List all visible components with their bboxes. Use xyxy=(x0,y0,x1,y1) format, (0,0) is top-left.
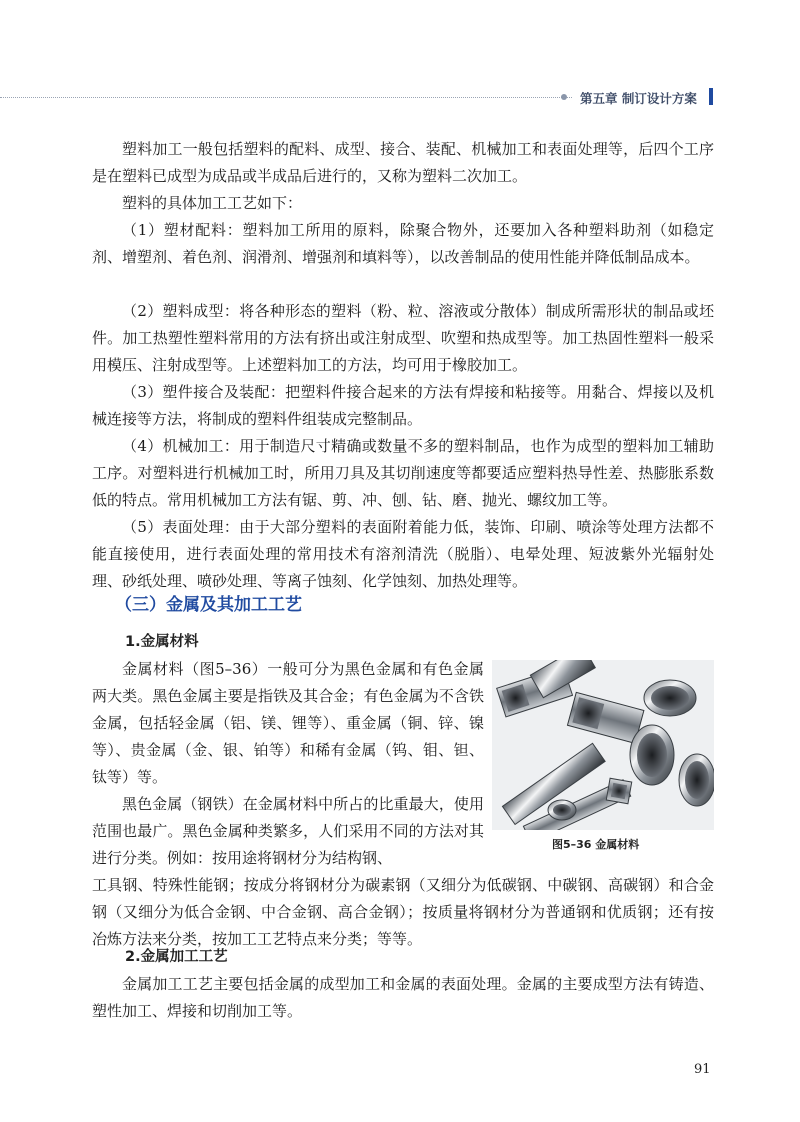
paragraph-plastic-steps-lead: 塑料的具体加工工艺如下： xyxy=(122,194,303,212)
paragraph-step-2: （2）塑料成型：将各种形态的塑料（粉、粒、溶液或分散体）制成所需形状的制品或坯件。加工热塑性塑料常用的方法有挤出或注射成型、吹塑和热成型等。加工热固性塑料一般采用模压、注射成型等。上述塑料加工的方法，均可用于橡胶加工。 xyxy=(92,302,714,374)
paragraph-ferrous-metals-continued: 工具钢、特殊性能钢；按成分将钢材分为碳素钢（又细分为低碳钢、中碳钢、高碳钢）和合金钢（又细分为低合金钢、中合金钢、高合金钢）；按质量将钢材分为普通钢和优质钢；还有按冶炼方法来分类，按加工工艺特点来分类；等等。 xyxy=(92,876,714,948)
paragraph-metal-categories: 金属材料（图5–36）一般可分为黑色金属和有色金属两大类。黑色金属主要是指铁及其合金；有色金属为不含铁金属，包括轻金属（铝、镁、锂等）、重金属（铜、锌、镍等）、贵金属（金、银、铂等）和稀有金属（钨、钼、钽、钛等）等。 xyxy=(92,660,484,786)
paragraph-step-3: （3）塑件接合及装配：把塑料件接合起来的方法有焊接和粘接等。用黏合、焊接以及机械连接等方法，将制成的塑料件组装成完整制品。 xyxy=(92,383,714,428)
paragraph-ferrous-metals: 黑色金属（钢铁）在金属材料中所占的比重最大，使用范围也最广。黑色金属种类繁多，人们采用不同的方法对其进行分类。例如：按用途将钢材分为结构钢、 xyxy=(92,795,484,867)
paragraph-step-1: （1）塑材配料：塑料加工所用的原料，除聚合物外，还要加入各种塑料助剂（如稳定剂、增塑剂、着色剂、润滑剂、增强剂和填料等），以改善制品的使用性能并降低制品成本。 xyxy=(92,221,714,266)
chapter-header: 第五章 制订设计方案 xyxy=(580,91,697,106)
paragraph-metal-processing: 金属加工工艺主要包括金属的成型加工和金属的表面处理。金属的主要成型方法有铸造、塑性加工、焊接和切削加工等。 xyxy=(92,975,714,1020)
metal-tubes-illustration xyxy=(492,660,714,830)
paragraph-step-5: （5）表面处理：由于大部分塑料的表面附着能力低，装饰、印刷、喷涂等处理方法都不能直接使用，进行表面处理的常用技术有溶剂清洗（脱脂）、电晕处理、短波紫外光辐射处理、砂纸处理、喷砂处理、等离子蚀刻、化学蚀刻、加热处理等。 xyxy=(92,518,714,590)
subheading-metal-processing: 2.金属加工工艺 xyxy=(125,949,228,965)
header-rule xyxy=(0,97,572,98)
subheading-metal-materials: 1.金属材料 xyxy=(125,634,199,650)
figure-caption: 图5–36 金属材料 xyxy=(552,838,640,851)
paragraph-plastic-intro: 塑料加工一般包括塑料的配料、成型、接合、装配、机械加工和表面处理等，后四个工序是在塑料已成型为成品或半成品后进行的，又称为塑料二次加工。 xyxy=(92,140,714,185)
page-number: 91 xyxy=(694,1062,711,1077)
header-accent-bar xyxy=(709,88,713,105)
section-heading-metals: （三）金属及其加工工艺 xyxy=(115,595,302,615)
paragraph-step-4: （4）机械加工：用于制造尺寸精确或数量不多的塑料制品，也作为成型的塑料加工辅助工序。对塑料进行机械加工时，所用刀具及其切削速度等都要适应塑料热导性差、热膨胀系数低的特点。常用机械加工方法有锯、剪、冲、刨、钻、磨、抛光、螺纹加工等。 xyxy=(92,437,714,509)
figure-metal-materials-photo xyxy=(492,660,714,830)
header-dot xyxy=(561,94,567,100)
